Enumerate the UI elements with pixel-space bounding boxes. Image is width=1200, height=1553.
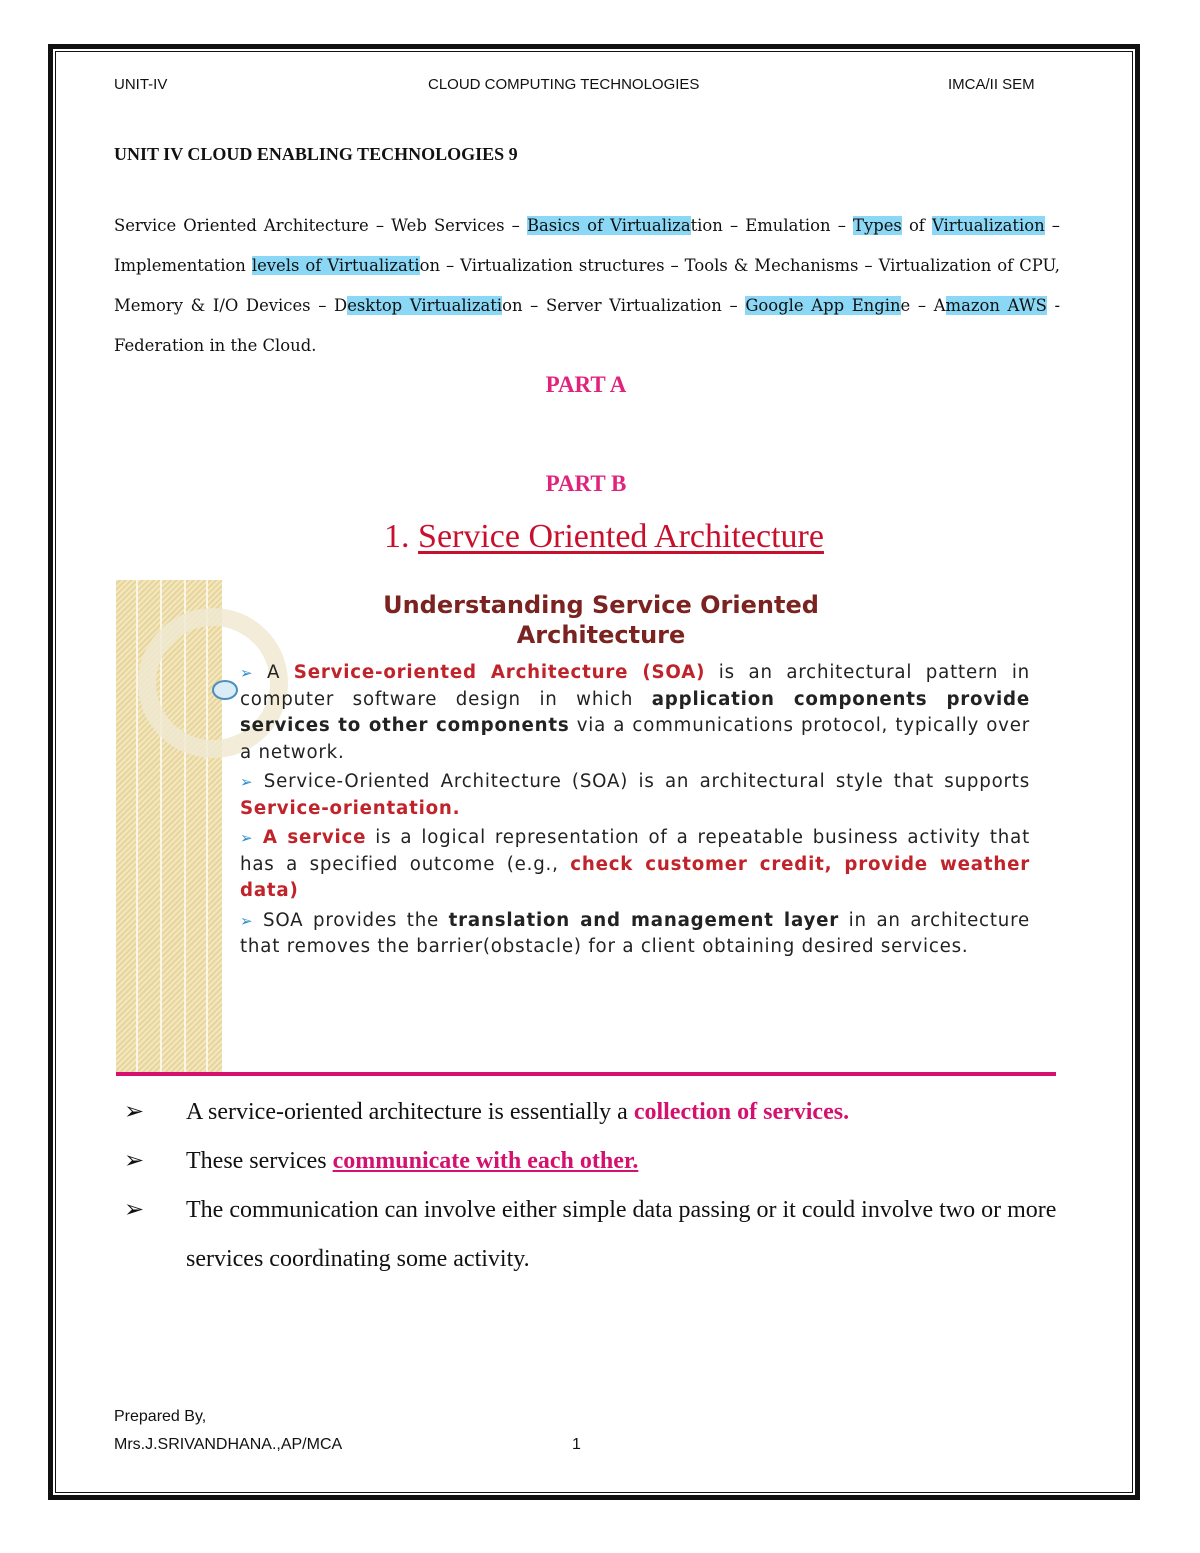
part-b-heading: PART B	[545, 471, 627, 496]
section-title-text: Service Oriented Architecture	[418, 518, 824, 555]
arrow-icon: ➢	[240, 911, 254, 930]
syllabus-highlight: mazon AWS	[945, 296, 1047, 315]
page-number: 1	[572, 1436, 581, 1453]
slide-title-line: Understanding Service Oriented	[383, 591, 819, 619]
slide-paragraph	[240, 825, 1030, 905]
arrow-icon: ➢	[240, 829, 254, 847]
header-left: UNIT-IV	[114, 76, 168, 93]
slide-text: A	[253, 662, 294, 683]
bullet-text: These services	[186, 1148, 333, 1174]
slide-paragraph	[240, 908, 1030, 961]
syllabus-text: - Federation in the Cloud.	[114, 296, 1060, 355]
header-center: CLOUD COMPUTING TECHNOLOGIES	[428, 76, 700, 93]
section-title	[0, 518, 1200, 556]
slide-emphasis: Service-oriented Architecture (SOA)	[293, 662, 706, 683]
syllabus-highlight: Google App Engin	[745, 296, 901, 315]
section-number: 1.	[384, 518, 419, 555]
soa-slide-image	[116, 580, 1060, 1078]
syllabus-text: on – Virtualization structures – Tools & Mechanisms – Virtualization of CPU, Memory & I/O Devices – D	[114, 256, 1061, 315]
slide-text: is an architectural pattern in computer software design in which	[240, 662, 1030, 710]
bullet-list	[124, 1088, 1064, 1284]
slide-bottom-rule	[116, 1072, 1056, 1076]
syllabus-highlight: esktop Virtualizati	[347, 296, 503, 315]
slide-text: is a logical representation of a repeatable business activity that has a specified outcome (e.g.,	[240, 827, 1030, 875]
footer-author: Mrs.J.SRIVANDHANA.,AP/MCA	[114, 1436, 343, 1453]
syllabus-highlight: Virtualization	[932, 216, 1045, 235]
slide-text: Service-Oriented Architecture (SOA) is an architectural style that supports	[253, 771, 1030, 792]
list-item	[124, 1137, 1064, 1186]
slide-emphasis: Service-orientation.	[240, 797, 461, 819]
arrow-bullet-icon: ➢	[124, 1099, 145, 1125]
arrow-icon: ➢	[240, 773, 254, 791]
syllabus-text: of	[901, 216, 932, 235]
syllabus-text: e – A	[900, 296, 946, 315]
syllabus-paragraph	[114, 206, 1060, 366]
part-a-heading: PART A	[545, 372, 627, 397]
arrow-icon: ➢	[240, 664, 254, 682]
list-item	[124, 1088, 1064, 1137]
syllabus-text: – Implementation	[114, 216, 1060, 275]
slide-emphasis: A service	[253, 827, 367, 848]
bullet-emphasis: collection of services.	[633, 1099, 850, 1125]
slide-body	[240, 660, 1030, 964]
bullet-text: A service-oriented architecture is essentially a	[186, 1099, 634, 1125]
syllabus-highlight: Types	[853, 216, 902, 235]
header-right: IMCA/II SEM	[948, 76, 1035, 93]
slide-paragraph	[240, 660, 1030, 766]
syllabus-highlight: levels of Virtualizati	[251, 256, 420, 275]
slide-bold: translation and management layer	[448, 909, 840, 931]
syllabus-text: on – Server Virtualization –	[502, 296, 746, 315]
syllabus-text: Service Oriented Architecture – Web Services –	[114, 216, 527, 235]
syllabus-text: tion – Emulation –	[690, 216, 854, 235]
slide-emphasis: check customer credit, provide weather data)	[240, 853, 1030, 901]
syllabus-highlight: Basics of Virtualiza	[526, 216, 691, 235]
slide-dot-decoration	[212, 680, 238, 700]
slide-bold: application components provide services to other components	[240, 688, 1030, 736]
arrow-bullet-icon: ➢	[124, 1148, 145, 1174]
slide-text: via a communications protocol, typically over a network.	[240, 715, 1030, 763]
slide-title-line: Architecture	[516, 621, 686, 649]
list-item	[124, 1186, 1064, 1284]
bullet-emphasis: communicate with each other.	[332, 1148, 639, 1174]
slide-text: in an architecture that removes the barrier(obstacle) for a client obtaining desired services.	[240, 909, 1030, 957]
slide-text: SOA provides the	[253, 909, 449, 931]
bullet-text: The communication can involve either simple data passing or it could involve two or more services coordinating some activity.	[186, 1197, 1057, 1272]
slide-title	[276, 590, 926, 650]
unit-heading: UNIT IV CLOUD ENABLING TECHNOLOGIES 9	[114, 144, 518, 164]
slide-paragraph	[240, 769, 1030, 822]
footer-prepared-by: Prepared By,	[114, 1408, 207, 1425]
arrow-bullet-icon: ➢	[124, 1197, 145, 1223]
